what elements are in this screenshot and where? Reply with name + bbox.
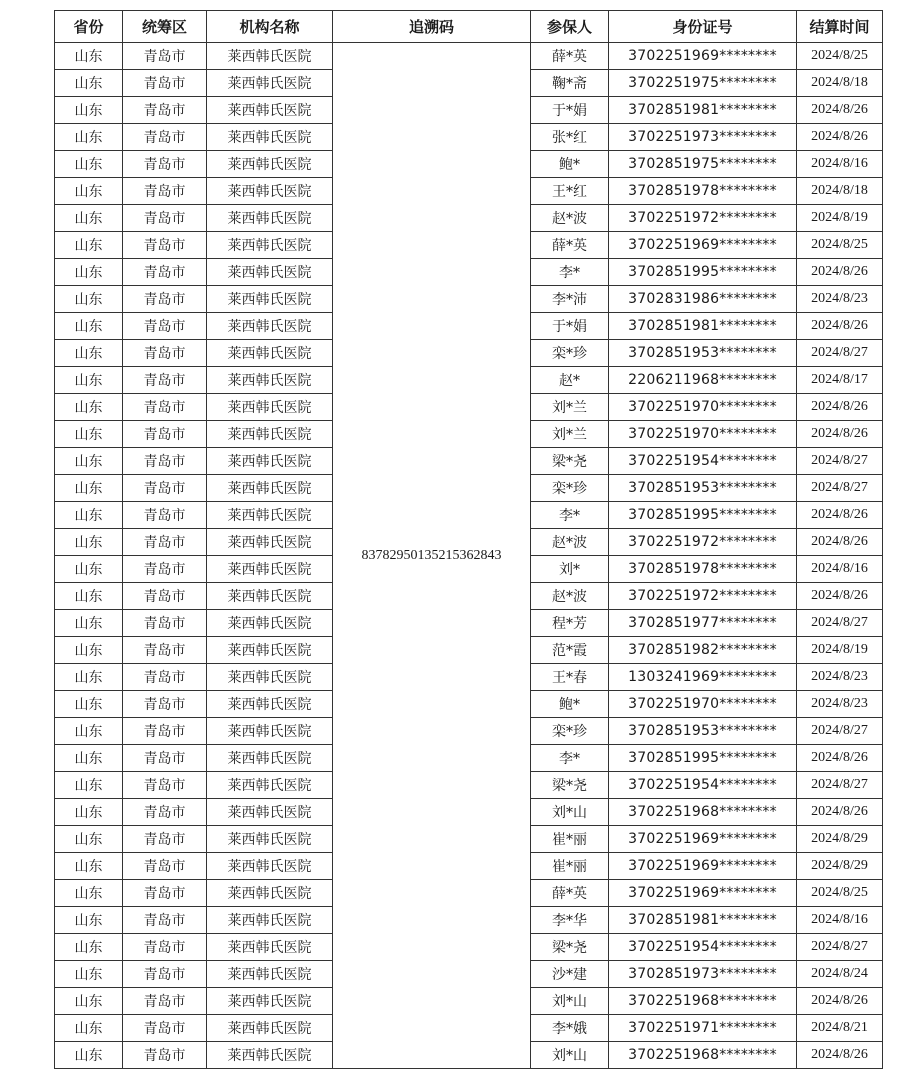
cell-province: 山东 [55, 529, 123, 556]
cell-region: 青岛市 [123, 313, 207, 340]
cell-person: 王*春 [531, 664, 609, 691]
cell-org: 莱西韩氏医院 [207, 259, 333, 286]
cell-settle-date: 2024/8/26 [797, 259, 883, 286]
cell-person: 崔*丽 [531, 853, 609, 880]
cell-id-number: 3702851953******** [609, 475, 797, 502]
cell-region: 青岛市 [123, 529, 207, 556]
cell-settle-date: 2024/8/17 [797, 367, 883, 394]
cell-id-number: 3702251968******** [609, 799, 797, 826]
cell-org: 莱西韩氏医院 [207, 988, 333, 1015]
cell-region: 青岛市 [123, 1042, 207, 1069]
cell-person: 李* [531, 745, 609, 772]
cell-settle-date: 2024/8/19 [797, 637, 883, 664]
cell-region: 青岛市 [123, 934, 207, 961]
header-region: 统筹区 [123, 11, 207, 43]
cell-province: 山东 [55, 610, 123, 637]
cell-id-number: 3702251972******** [609, 583, 797, 610]
cell-person: 赵*波 [531, 529, 609, 556]
cell-person: 刘*兰 [531, 421, 609, 448]
cell-settle-date: 2024/8/27 [797, 340, 883, 367]
cell-region: 青岛市 [123, 367, 207, 394]
cell-person: 李*沛 [531, 286, 609, 313]
cell-province: 山东 [55, 691, 123, 718]
cell-settle-date: 2024/8/21 [797, 1015, 883, 1042]
cell-id-number: 3702851981******** [609, 907, 797, 934]
cell-region: 青岛市 [123, 637, 207, 664]
cell-region: 青岛市 [123, 151, 207, 178]
cell-org: 莱西韩氏医院 [207, 97, 333, 124]
settlement-table [54, 10, 883, 1069]
cell-region: 青岛市 [123, 664, 207, 691]
cell-person: 刘*山 [531, 988, 609, 1015]
cell-person: 沙*建 [531, 961, 609, 988]
cell-org: 莱西韩氏医院 [207, 232, 333, 259]
cell-id-number: 3702251968******** [609, 1042, 797, 1069]
cell-settle-date: 2024/8/18 [797, 70, 883, 97]
cell-settle-date: 2024/8/16 [797, 151, 883, 178]
cell-province: 山东 [55, 772, 123, 799]
cell-settle-date: 2024/8/19 [797, 205, 883, 232]
cell-province: 山东 [55, 70, 123, 97]
header-row [55, 11, 883, 43]
cell-province: 山东 [55, 475, 123, 502]
cell-region: 青岛市 [123, 286, 207, 313]
cell-person: 栾*珍 [531, 718, 609, 745]
cell-id-number: 3702251970******** [609, 394, 797, 421]
cell-person: 赵*波 [531, 583, 609, 610]
cell-org: 莱西韩氏医院 [207, 853, 333, 880]
cell-settle-date: 2024/8/26 [797, 1042, 883, 1069]
cell-id-number: 3702251973******** [609, 124, 797, 151]
header-province: 省份 [55, 11, 123, 43]
cell-region: 青岛市 [123, 583, 207, 610]
cell-settle-date: 2024/8/27 [797, 448, 883, 475]
cell-id-number: 3702851981******** [609, 313, 797, 340]
cell-settle-date: 2024/8/25 [797, 232, 883, 259]
cell-id-number: 3702251968******** [609, 988, 797, 1015]
cell-trace-code: 83782950135215362843 [333, 43, 531, 1069]
cell-settle-date: 2024/8/26 [797, 313, 883, 340]
table-body [55, 43, 883, 1069]
header-org: 机构名称 [207, 11, 333, 43]
cell-province: 山东 [55, 151, 123, 178]
cell-settle-date: 2024/8/29 [797, 826, 883, 853]
cell-person: 李*娥 [531, 1015, 609, 1042]
cell-region: 青岛市 [123, 853, 207, 880]
cell-province: 山东 [55, 340, 123, 367]
cell-org: 莱西韩氏医院 [207, 556, 333, 583]
cell-region: 青岛市 [123, 178, 207, 205]
cell-org: 莱西韩氏医院 [207, 286, 333, 313]
cell-person: 薛*英 [531, 880, 609, 907]
cell-province: 山东 [55, 718, 123, 745]
cell-province: 山东 [55, 394, 123, 421]
cell-settle-date: 2024/8/27 [797, 718, 883, 745]
cell-settle-date: 2024/8/23 [797, 691, 883, 718]
cell-person: 梁*尧 [531, 934, 609, 961]
cell-org: 莱西韩氏医院 [207, 961, 333, 988]
cell-org: 莱西韩氏医院 [207, 745, 333, 772]
cell-settle-date: 2024/8/24 [797, 961, 883, 988]
cell-person: 刘* [531, 556, 609, 583]
cell-id-number: 3702251969******** [609, 880, 797, 907]
cell-region: 青岛市 [123, 718, 207, 745]
cell-person: 鲍* [531, 691, 609, 718]
cell-org: 莱西韩氏医院 [207, 934, 333, 961]
cell-person: 梁*尧 [531, 772, 609, 799]
cell-person: 张*红 [531, 124, 609, 151]
cell-province: 山东 [55, 907, 123, 934]
cell-settle-date: 2024/8/25 [797, 880, 883, 907]
cell-person: 刘*山 [531, 1042, 609, 1069]
cell-province: 山东 [55, 988, 123, 1015]
cell-settle-date: 2024/8/26 [797, 97, 883, 124]
cell-settle-date: 2024/8/16 [797, 556, 883, 583]
table-row [55, 43, 883, 70]
cell-org: 莱西韩氏医院 [207, 313, 333, 340]
cell-id-number: 3702251954******** [609, 448, 797, 475]
cell-org: 莱西韩氏医院 [207, 610, 333, 637]
cell-person: 梁*尧 [531, 448, 609, 475]
cell-org: 莱西韩氏医院 [207, 826, 333, 853]
cell-province: 山东 [55, 637, 123, 664]
cell-id-number: 3702251970******** [609, 421, 797, 448]
cell-region: 青岛市 [123, 745, 207, 772]
cell-org: 莱西韩氏医院 [207, 637, 333, 664]
cell-province: 山东 [55, 421, 123, 448]
cell-province: 山东 [55, 43, 123, 70]
cell-person: 刘*兰 [531, 394, 609, 421]
cell-id-number: 3702851982******** [609, 637, 797, 664]
cell-province: 山东 [55, 664, 123, 691]
cell-settle-date: 2024/8/26 [797, 502, 883, 529]
cell-id-number: 2206211968******** [609, 367, 797, 394]
cell-province: 山东 [55, 880, 123, 907]
cell-province: 山东 [55, 853, 123, 880]
cell-org: 莱西韩氏医院 [207, 691, 333, 718]
cell-id-number: 3702251970******** [609, 691, 797, 718]
cell-province: 山东 [55, 826, 123, 853]
cell-id-number: 3702851977******** [609, 610, 797, 637]
cell-person: 范*霞 [531, 637, 609, 664]
cell-province: 山东 [55, 502, 123, 529]
cell-region: 青岛市 [123, 475, 207, 502]
cell-settle-date: 2024/8/23 [797, 664, 883, 691]
cell-id-number: 3702851953******** [609, 340, 797, 367]
cell-region: 青岛市 [123, 205, 207, 232]
cell-id-number: 3702251971******** [609, 1015, 797, 1042]
cell-region: 青岛市 [123, 961, 207, 988]
cell-id-number: 3702831986******** [609, 286, 797, 313]
cell-org: 莱西韩氏医院 [207, 475, 333, 502]
cell-province: 山东 [55, 934, 123, 961]
cell-id-number: 3702851978******** [609, 556, 797, 583]
cell-person: 栾*珍 [531, 475, 609, 502]
cell-org: 莱西韩氏医院 [207, 583, 333, 610]
cell-person: 程*芳 [531, 610, 609, 637]
cell-org: 莱西韩氏医院 [207, 502, 333, 529]
cell-org: 莱西韩氏医院 [207, 448, 333, 475]
header-person: 参保人 [531, 11, 609, 43]
cell-province: 山东 [55, 178, 123, 205]
cell-settle-date: 2024/8/23 [797, 286, 883, 313]
cell-id-number: 3702851978******** [609, 178, 797, 205]
cell-province: 山东 [55, 286, 123, 313]
cell-province: 山东 [55, 448, 123, 475]
cell-org: 莱西韩氏医院 [207, 799, 333, 826]
cell-region: 青岛市 [123, 124, 207, 151]
cell-person: 李* [531, 259, 609, 286]
cell-province: 山东 [55, 556, 123, 583]
cell-org: 莱西韩氏医院 [207, 124, 333, 151]
cell-org: 莱西韩氏医院 [207, 151, 333, 178]
cell-region: 青岛市 [123, 421, 207, 448]
cell-org: 莱西韩氏医院 [207, 70, 333, 97]
cell-province: 山东 [55, 799, 123, 826]
cell-province: 山东 [55, 124, 123, 151]
cell-settle-date: 2024/8/26 [797, 583, 883, 610]
cell-person: 薛*英 [531, 43, 609, 70]
cell-org: 莱西韩氏医院 [207, 1042, 333, 1069]
cell-settle-date: 2024/8/26 [797, 745, 883, 772]
cell-org: 莱西韩氏医院 [207, 394, 333, 421]
cell-settle-date: 2024/8/26 [797, 421, 883, 448]
cell-province: 山东 [55, 367, 123, 394]
cell-id-number: 3702851953******** [609, 718, 797, 745]
cell-settle-date: 2024/8/27 [797, 772, 883, 799]
header-settle-date: 结算时间 [797, 11, 883, 43]
cell-person: 鞠*斋 [531, 70, 609, 97]
cell-province: 山东 [55, 1015, 123, 1042]
cell-id-number: 3702251969******** [609, 826, 797, 853]
cell-id-number: 3702251975******** [609, 70, 797, 97]
cell-id-number: 3702851995******** [609, 745, 797, 772]
cell-settle-date: 2024/8/26 [797, 799, 883, 826]
header-trace-code: 追溯码 [333, 11, 531, 43]
cell-province: 山东 [55, 97, 123, 124]
cell-person: 崔*丽 [531, 826, 609, 853]
cell-id-number: 3702251969******** [609, 232, 797, 259]
cell-region: 青岛市 [123, 394, 207, 421]
cell-settle-date: 2024/8/25 [797, 43, 883, 70]
cell-province: 山东 [55, 313, 123, 340]
cell-region: 青岛市 [123, 610, 207, 637]
cell-org: 莱西韩氏医院 [207, 421, 333, 448]
cell-settle-date: 2024/8/27 [797, 610, 883, 637]
cell-org: 莱西韩氏医院 [207, 43, 333, 70]
cell-region: 青岛市 [123, 259, 207, 286]
cell-region: 青岛市 [123, 826, 207, 853]
cell-person: 栾*珍 [531, 340, 609, 367]
cell-region: 青岛市 [123, 772, 207, 799]
cell-id-number: 3702851973******** [609, 961, 797, 988]
cell-id-number: 3702251969******** [609, 853, 797, 880]
cell-region: 青岛市 [123, 907, 207, 934]
cell-person: 赵*波 [531, 205, 609, 232]
cell-region: 青岛市 [123, 340, 207, 367]
cell-settle-date: 2024/8/26 [797, 124, 883, 151]
cell-org: 莱西韩氏医院 [207, 880, 333, 907]
cell-settle-date: 2024/8/18 [797, 178, 883, 205]
cell-id-number: 3702851995******** [609, 502, 797, 529]
cell-org: 莱西韩氏医院 [207, 367, 333, 394]
cell-settle-date: 2024/8/27 [797, 934, 883, 961]
cell-region: 青岛市 [123, 799, 207, 826]
cell-settle-date: 2024/8/26 [797, 529, 883, 556]
cell-org: 莱西韩氏医院 [207, 178, 333, 205]
cell-org: 莱西韩氏医院 [207, 772, 333, 799]
cell-id-number: 3702251954******** [609, 772, 797, 799]
cell-person: 李* [531, 502, 609, 529]
cell-id-number: 1303241969******** [609, 664, 797, 691]
cell-org: 莱西韩氏医院 [207, 340, 333, 367]
cell-person: 王*红 [531, 178, 609, 205]
cell-org: 莱西韩氏医院 [207, 529, 333, 556]
cell-province: 山东 [55, 259, 123, 286]
cell-province: 山东 [55, 205, 123, 232]
cell-region: 青岛市 [123, 43, 207, 70]
cell-org: 莱西韩氏医院 [207, 907, 333, 934]
cell-org: 莱西韩氏医院 [207, 718, 333, 745]
cell-settle-date: 2024/8/29 [797, 853, 883, 880]
cell-person: 薛*英 [531, 232, 609, 259]
cell-region: 青岛市 [123, 70, 207, 97]
cell-person: 于*娟 [531, 313, 609, 340]
cell-region: 青岛市 [123, 232, 207, 259]
cell-region: 青岛市 [123, 691, 207, 718]
cell-province: 山东 [55, 745, 123, 772]
header-id-number: 身份证号 [609, 11, 797, 43]
cell-id-number: 3702851975******** [609, 151, 797, 178]
cell-person: 于*娟 [531, 97, 609, 124]
cell-region: 青岛市 [123, 448, 207, 475]
cell-settle-date: 2024/8/16 [797, 907, 883, 934]
cell-province: 山东 [55, 232, 123, 259]
cell-province: 山东 [55, 1042, 123, 1069]
cell-settle-date: 2024/8/26 [797, 988, 883, 1015]
cell-region: 青岛市 [123, 556, 207, 583]
cell-id-number: 3702251954******** [609, 934, 797, 961]
cell-region: 青岛市 [123, 1015, 207, 1042]
cell-id-number: 3702851995******** [609, 259, 797, 286]
cell-id-number: 3702851981******** [609, 97, 797, 124]
cell-region: 青岛市 [123, 988, 207, 1015]
cell-org: 莱西韩氏医院 [207, 1015, 333, 1042]
cell-region: 青岛市 [123, 502, 207, 529]
cell-id-number: 3702251969******** [609, 43, 797, 70]
cell-person: 刘*山 [531, 799, 609, 826]
cell-settle-date: 2024/8/26 [797, 394, 883, 421]
cell-person: 李*华 [531, 907, 609, 934]
cell-org: 莱西韩氏医院 [207, 205, 333, 232]
cell-id-number: 3702251972******** [609, 205, 797, 232]
cell-province: 山东 [55, 583, 123, 610]
cell-province: 山东 [55, 961, 123, 988]
cell-id-number: 3702251972******** [609, 529, 797, 556]
cell-person: 鲍* [531, 151, 609, 178]
cell-region: 青岛市 [123, 97, 207, 124]
cell-org: 莱西韩氏医院 [207, 664, 333, 691]
cell-region: 青岛市 [123, 880, 207, 907]
cell-settle-date: 2024/8/27 [797, 475, 883, 502]
cell-person: 赵* [531, 367, 609, 394]
